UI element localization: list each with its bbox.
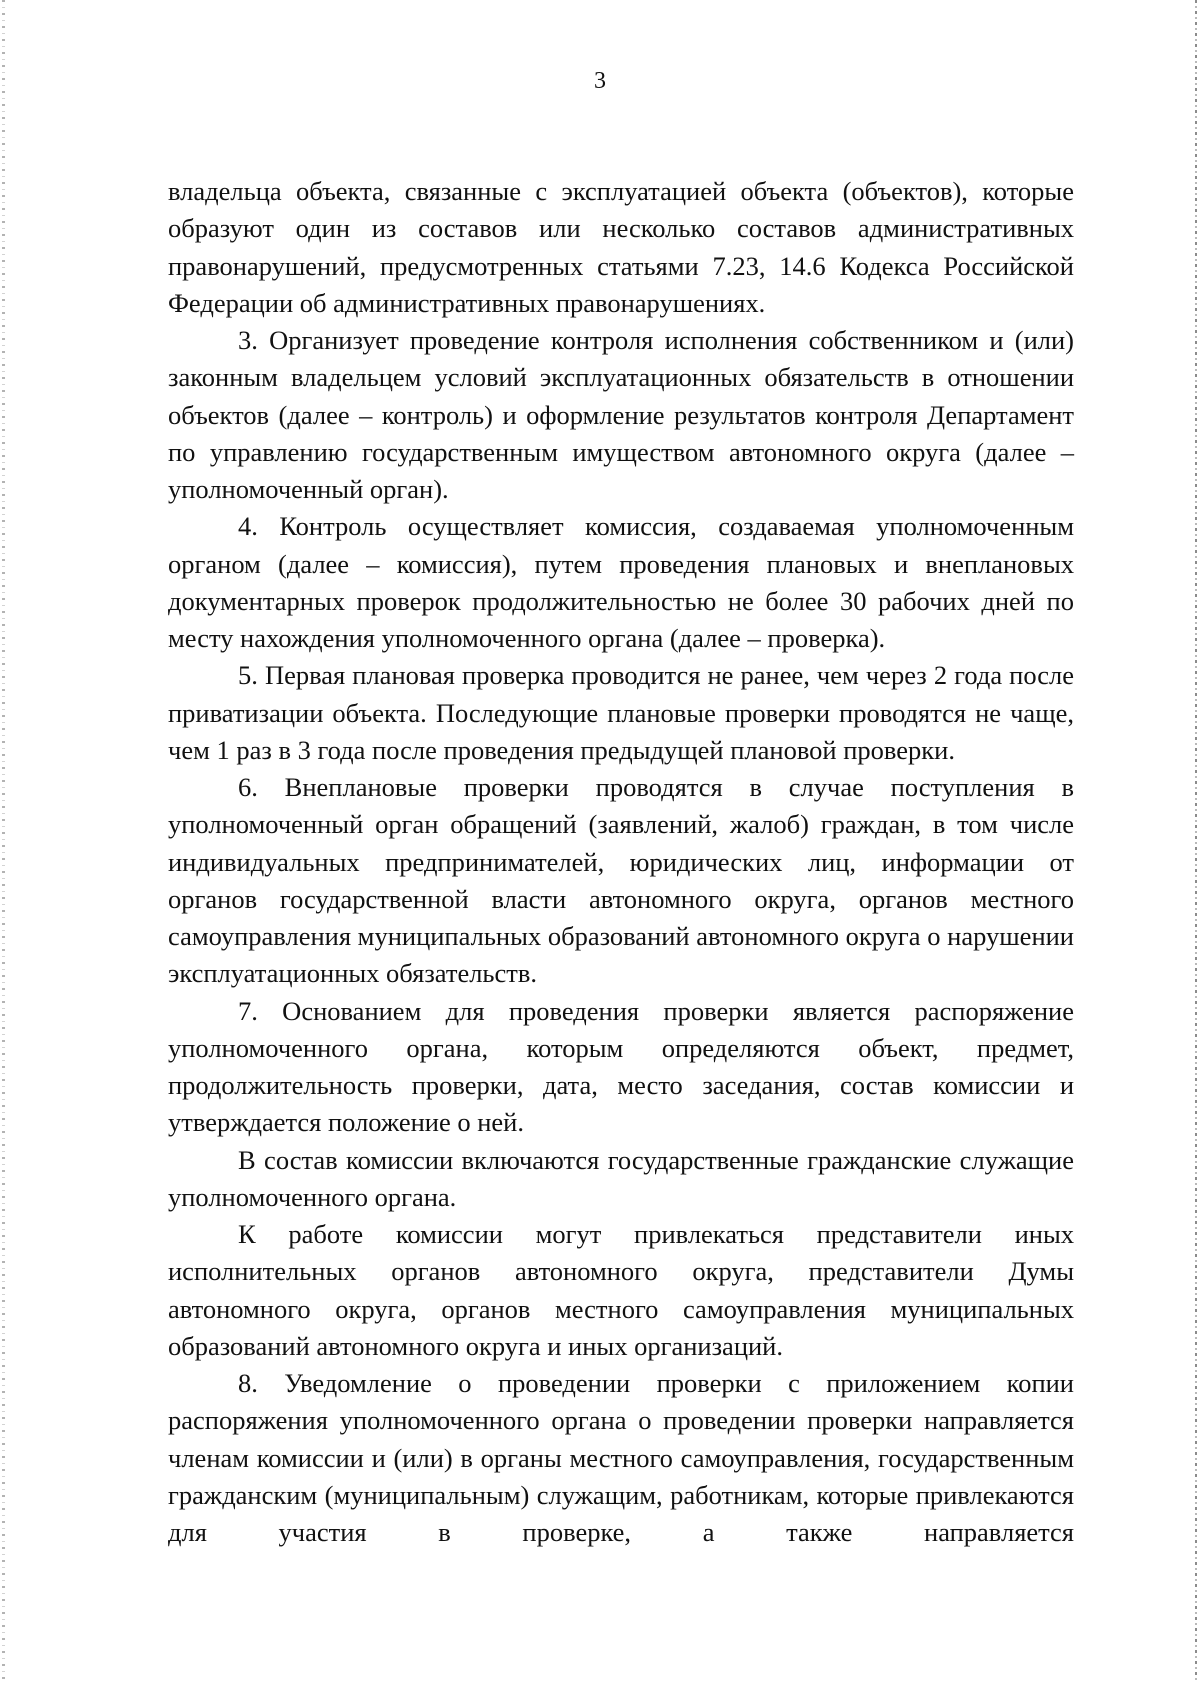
- paragraph-item-6: 6. Внеплановые проверки проводятся в случае поступления в уполномоченный орган обращений (заявлений, жалоб) граждан, в том числе индивидуальных предпринимателей, юридических лиц, информации от органов государственной власти автономного округа, органов местного самоуправления муниципальных образований автономного округа о нарушении эксплуатационных обязательств.: [168, 772, 1074, 989]
- paragraph-item-5: 5. Первая плановая проверка проводится не ранее, чем через 2 года после приватизации объекта. Последующие плановые проверки проводятся не чаще, чем 1 раз в 3 года после проведения предыдущей плановой проверки.: [168, 660, 1074, 765]
- paragraph-commission-composition: В состав комиссии включаются государственные гражданские служащие уполномоченного органа.: [168, 1144, 1074, 1212]
- paragraph-item-3: 3. Организует проведение контроля исполнения собственником и (или) законным владельцем условий эксплуатационных обязательств в отношении объектов (далее – контроль) и оформление результатов контроля Департамент по управлению государственным имуществом автономного округа (далее – уполномоченный орган).: [168, 325, 1074, 504]
- paragraph-item-7: 7. Основанием для проведения проверки является распоряжение уполномоченного органа, которым определяются объект, предмет, продолжительность проверки, дата, место заседания, состав комиссии и утверждается положение о ней.: [168, 995, 1074, 1138]
- paragraph-continuation: владельца объекта, связанные с эксплуатацией объекта (объектов), которые образуют один из составов или несколько составов административных правонарушений, предусмотренных статьями 7.23, 14.6 Кодекса Российской Федерации об административных правонарушениях.: [168, 176, 1074, 318]
- scan-edge-left: [2, 0, 5, 1682]
- page-number: 3: [594, 68, 606, 94]
- scan-edge-right: [1195, 0, 1197, 1682]
- paragraph-item-4: 4. Контроль осуществляет комиссия, создаваемая уполномоченным органом (далее – комиссия), путем проведения плановых и внеплановых документарных проверок продолжительностью не более 30 рабочих дней по месту нахождения уполномоченного органа (далее – проверка).: [168, 511, 1074, 653]
- document-body: [168, 173, 1074, 1551]
- paragraph-commission-involvement: К работе комиссии могут привлекаться представители иных исполнительных органов автономного округа, представители Думы автономного округа, органов местного самоуправления муниципальных образований автономного округа и иных организаций.: [168, 1219, 1074, 1361]
- paragraph-item-8: 8. Уведомление о проведении проверки с приложением копии распоряжения уполномоченного органа о проведении проверки направляется членам комиссии и (или) в органы местного самоуправления, государственным гражданским (муниципальным) служащим, работникам, которые привлекаются для участия в проверке, а также направляется: [168, 1368, 1074, 1547]
